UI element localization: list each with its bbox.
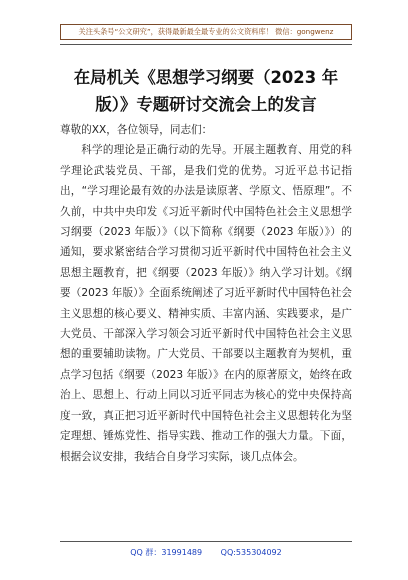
footer-qq-group[interactable]: QQ 群：31991489	[130, 548, 203, 557]
footer-divider	[60, 541, 352, 542]
paragraph: 科学的理论是正确行动的先导。开展主题教育、用党的科学理论武装党员、干部，是我们党的优势。习近平总书记指出，“学习理论最有效的办法是读原著、学原文、悟原理”。不久前，中共中央印发《习近平新时代中国特色社会主义思想学习纲要（2023 年版）》（以下简称《纲要（2023 年版）》）的通知，要求紧密结合学习贯彻习近平新时代中国特色社会主义思想主题教育，把《纲要（2023 年版）》纳入学习计划。《纲要（2023 年版）》全面系统阐述了习近平新时代中国特色社会主义思想的核心要义、精神实质、丰富内涵、实践要求，是广大党员、干部深入学习领会习近平新时代中国特色社会主义思想的重要辅助读物。广大党员、干部要以主题教育为契机，重点学习包括《纲要（2023 年版）》在内的原著原文，始终在政治上、思想上、行动上同以习近平同志为核心的党中央保持高度一致，真正把习近平新时代中国特色社会主义思想转化为坚定理想、锤炼党性、指导实践、推动工作的强大力量。下面，根据会议安排，我结合自身学习实际，谈几点体会。	[60, 144, 352, 463]
title-line-1: 在局机关《思想学习纲要（2023 年	[73, 68, 339, 87]
salutation: 尊敬的XX，各位领导，同志们：	[60, 124, 213, 136]
footer	[60, 545, 352, 561]
document-title	[56, 64, 356, 118]
title-line-2: 版）》专题研讨交流会上的发言	[95, 95, 317, 114]
footer-qq[interactable]: QQ:535304092	[220, 548, 282, 557]
header-banner: 关注头条号“公文研究”，获得最新最全最专业的公文资料库！ 微信：gongwenz	[60, 24, 352, 40]
document-body	[60, 120, 352, 467]
header-divider	[60, 44, 352, 45]
